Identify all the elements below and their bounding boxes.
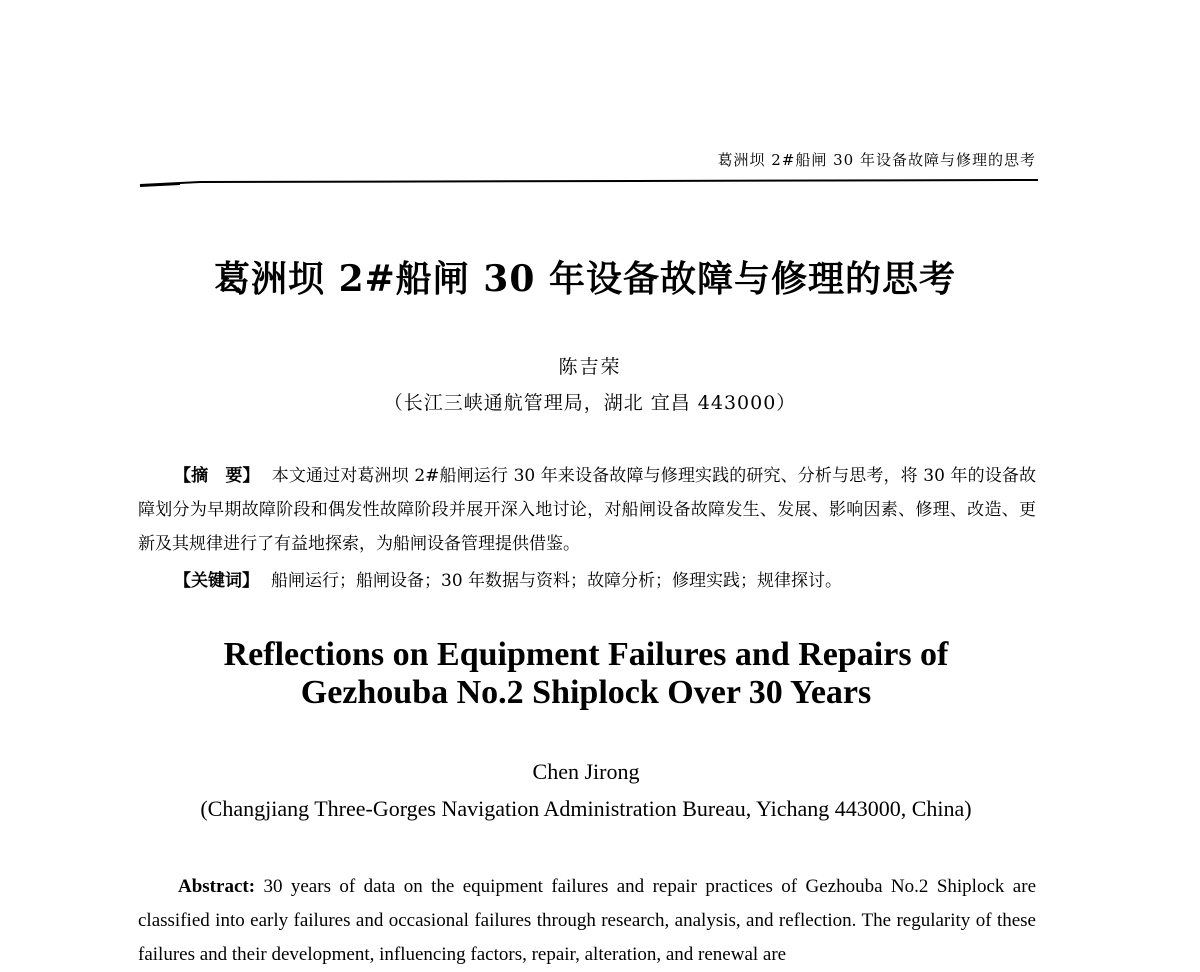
chinese-keywords <box>174 566 1036 591</box>
header-rule <box>140 178 1038 187</box>
english-abstract-label: Abstract: <box>178 876 256 897</box>
running-header: 葛洲坝 2#船闸 30 年设备故障与修理的思考 <box>717 151 1036 169</box>
english-abstract-text: 30 years of data on the equipment failures and repair practices of Gezhouba No.2 Shiplock are classified into early failures and occasional failures through research, analysis, and reflection. The regularity of these failures and their development, influencing factors, repair, alteration, and renewal are <box>138 876 1036 965</box>
english-title-line2: Gezhouba No.2 Shiplock Over 30 Years <box>300 674 872 711</box>
chinese-keywords-label: 【关键词】 <box>174 571 259 591</box>
chinese-author: 陈吉荣 <box>558 356 622 378</box>
english-affiliation: (Changjiang Three-Gorges Navigation Administration Bureau, Yichang 443000, China) <box>200 796 972 821</box>
english-title-line1: Reflections on Equipment Failures and Repairs of <box>223 636 949 673</box>
english-author: Chen Jirong <box>532 759 640 784</box>
chinese-affiliation: （长江三峡通航管理局，湖北 宜昌 443000） <box>383 392 797 414</box>
chinese-abstract-label: 【摘 要】 <box>174 466 260 486</box>
chinese-abstract-text: 本文通过对葛洲坝 2#船闸运行 30 年来设备故障与修理实践的研究、分析与思考，将 30 年的设备故障划分为早期故障阶段和偶发性故障阶段并展开深入地讨论，对船闸设备故障发生、发展、影响因素、修理、改造、更新及其规律进行了有益地探索，为船闸设备管理提供借鉴。 <box>138 466 1037 554</box>
english-abstract <box>138 870 1036 972</box>
chinese-keywords-text: 船闸运行；船闸设备；30 年数据与资料；故障分析；修理实践；规律探讨。 <box>271 571 843 591</box>
english-title <box>0 636 1172 712</box>
chinese-abstract <box>138 459 1036 561</box>
chinese-title: 葛洲坝 2#船闸 30 年设备故障与修理的思考 <box>214 258 956 300</box>
